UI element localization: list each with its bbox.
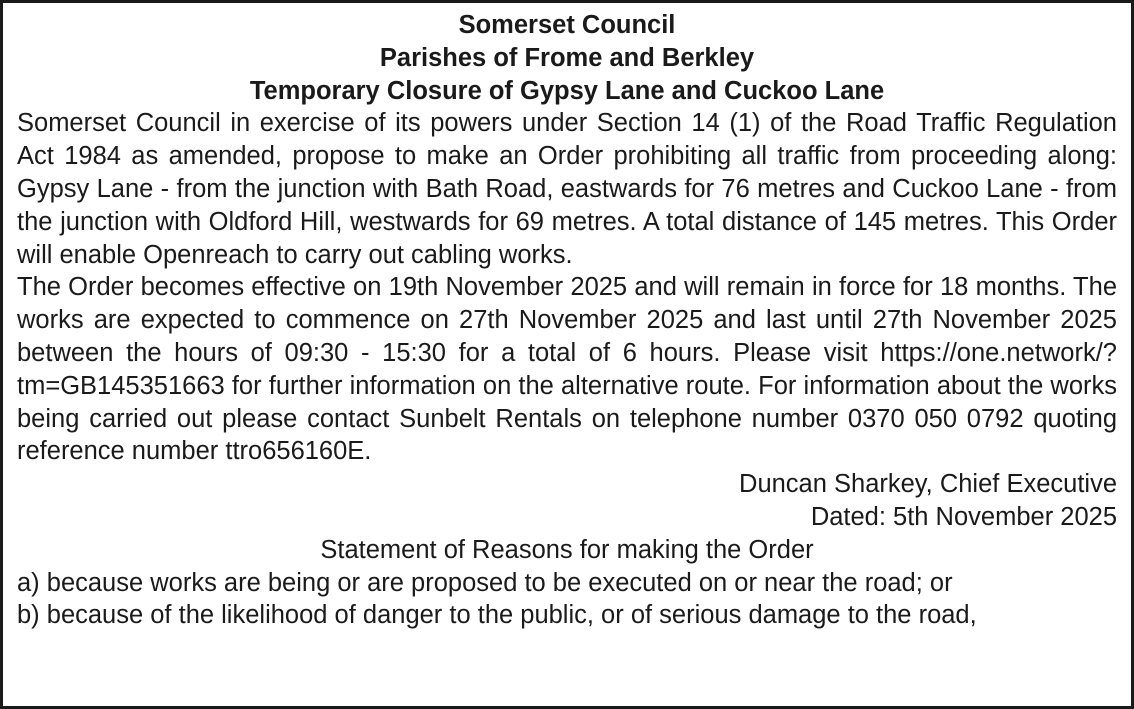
signatory: Duncan Sharkey, Chief Executive [739, 470, 1117, 499]
closure-heading: Temporary Closure of Gypsy Lane and Cuckoo Lane [249, 76, 885, 105]
reason-item: a) because works are being or are proposed to be executed on or near the road; or [17, 568, 953, 597]
council-heading: Somerset Council [458, 11, 676, 39]
order-paragraph: Somerset Council in exercise of its powers under Section 14 (1) of the Road Traffic Regulation Act 1984 as amended, propose to make an Order prohibiting all traffic from proceeding along: Gypsy Lane - from the junction with Bath Road, eastwards for 76 metres and Cuckoo Lane - from the junction with Oldford Hill, westwards for 69 metres. A total distance of 145 metres. This Order will enable Openreach to carry out cabling works. [17, 109, 1117, 269]
parishes-heading: Parishes of Frome and Berkley [379, 43, 755, 72]
reasons-title: Statement of Reasons for making the Order [320, 535, 814, 564]
reason-item: b) because of the likelihood of danger to the public, or of serious damage to the road, [17, 601, 977, 630]
dated-line: Dated: 5th November 2025 [810, 502, 1117, 531]
effective-paragraph: The Order becomes effective on 19th November 2025 and will remain in force for 18 months. The works are expected to commence on 27th November 2025 and last until 27th November 2025 between the hours of 09:30 - 15:30 for a total of 6 hours. Please visit https://one.network/?tm=GB145351663 for further information on the alternative route. For information about the works being carried out please contact Sunbelt Rentals on telephone number 0370 050 0792 quoting reference number ttro656160E. [17, 273, 1117, 466]
